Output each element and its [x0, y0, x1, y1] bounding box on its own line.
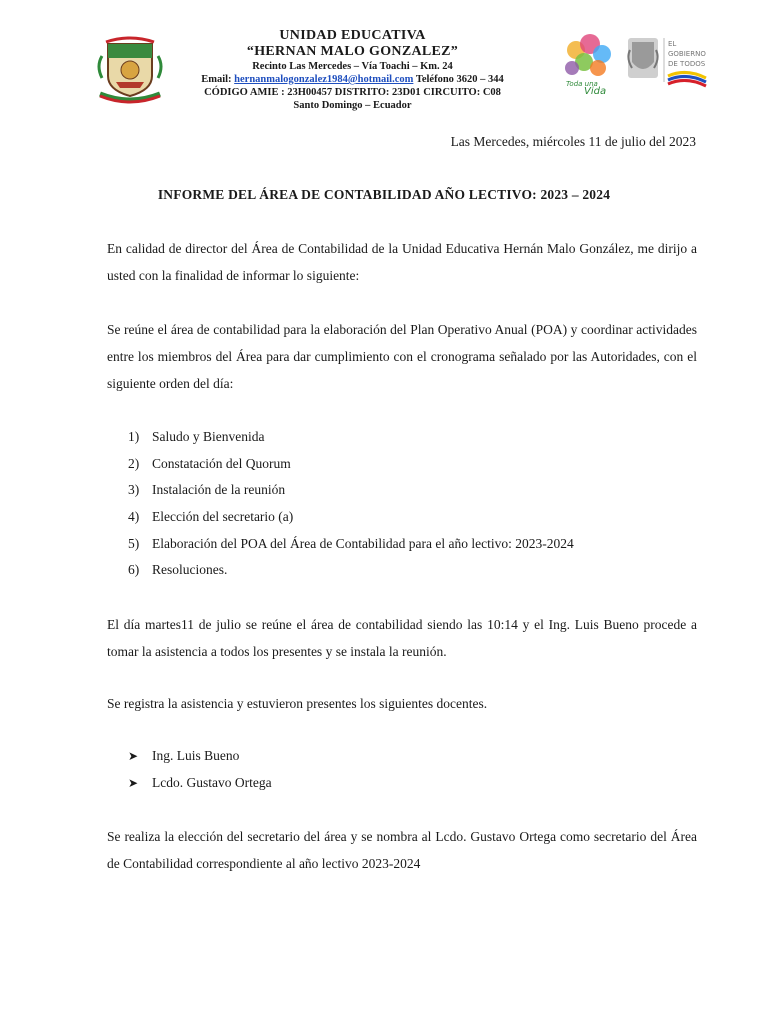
document-date: Las Mercedes, miércoles 11 de julio del 2023	[450, 134, 696, 149]
agenda-list	[128, 424, 574, 584]
arrow-bullet-icon: ➤	[128, 749, 139, 763]
report-title: INFORME DEL ÁREA DE CONTABILIDAD AÑO LECTIVO: 2023 – 2024	[157, 187, 611, 202]
agenda-number: 2)	[128, 455, 140, 471]
agenda-number: 6)	[128, 562, 140, 578]
gobierno-line-2: GOBIERNO	[668, 50, 706, 58]
present-paragraph: Se registra la asistencia y estuvieron presentes los siguientes docentes.	[107, 696, 488, 711]
letterhead	[0, 28, 768, 118]
agenda-text: Instalación de la reunión	[152, 482, 286, 498]
institution-codes: CÓDIGO AMIE : 23H00457 DISTRITO: 23D01 CIRCUITO: C08	[204, 87, 501, 98]
government-logos	[560, 32, 710, 112]
agenda-text: Elección del secretario (a)	[152, 509, 294, 525]
agenda-text: Saludo y Bienvenida	[152, 429, 265, 444]
agenda-item	[128, 424, 574, 451]
agenda-number: 3)	[128, 482, 140, 498]
agenda-item	[128, 477, 574, 504]
email-label: Email:	[201, 74, 232, 85]
gobierno-line-1: EL	[668, 40, 677, 48]
toda-una-text: Toda una	[566, 80, 598, 88]
agenda-number: 4)	[128, 509, 140, 525]
school-name-line1: UNIDAD EDUCATIVA	[279, 28, 426, 43]
school-name-line2: “HERNAN MALO GONZALEZ”	[246, 44, 459, 59]
gobierno-de-todos-logo	[628, 38, 706, 86]
vida-text: Vida	[584, 86, 607, 97]
attendance-paragraph: El día martes11 de julio se reúne el área de contabilidad siendo las 10:14 y el Ing. Luis Bueno procede a tomar la asistencia a todos los presentes y se instala la reunión.	[107, 617, 697, 659]
agenda-item	[128, 557, 574, 584]
contact-line	[185, 73, 520, 86]
election-paragraph: Se realiza la elección del secretario del área y se nombra al Lcdo. Gustavo Ortega como secretario del Área de Contabilidad correspondiente al año lectivo 2023-2024	[107, 829, 697, 871]
city: Santo Domingo – Ecuador	[293, 100, 412, 111]
agenda-text: Resoluciones.	[152, 562, 228, 578]
attendee-list	[128, 742, 272, 796]
school-header-text	[185, 28, 520, 112]
phone: Teléfono 3620 – 344	[415, 74, 504, 85]
attendee-name: Lcdo. Gustavo Ortega	[152, 775, 272, 790]
meeting-paragraph: Se reúne el área de contabilidad para la elaboración del Plan Operativo Anual (POA) y coordinar actividades entre los miembros del Área para dar cumplimiento con el cronograma señalado por las Autoridades, con el siguiente orden del día:	[107, 322, 697, 391]
school-crest-logo	[92, 36, 168, 108]
arrow-bullet-icon: ➤	[128, 776, 139, 790]
school-address: Recinto Las Mercedes – Vía Toachi – Km. 24	[252, 61, 453, 72]
attendee-item	[128, 742, 272, 769]
intro-paragraph: En calidad de director del Área de Contabilidad de la Unidad Educativa Hernán Malo González, me dirijo a usted con la finalidad de informar lo siguiente:	[107, 241, 697, 283]
agenda-number: 5)	[128, 535, 140, 551]
gobierno-line-3: DE TODOS	[668, 60, 706, 68]
attendee-item	[128, 769, 272, 796]
agenda-item	[128, 451, 574, 478]
email-link[interactable]: hernanmalogonzalez1984@hotmail.com	[234, 74, 414, 85]
agenda-text: Elaboración del POA del Área de Contabilidad para el año lectivo: 2023-2024	[152, 535, 574, 551]
attendee-name: Ing. Luis Bueno	[152, 748, 240, 763]
agenda-text: Constatación del Quorum	[152, 455, 291, 471]
agenda-item	[128, 531, 574, 558]
toda-una-vida-logo	[565, 34, 611, 97]
agenda-number: 1)	[128, 429, 140, 444]
agenda-item	[128, 504, 574, 531]
